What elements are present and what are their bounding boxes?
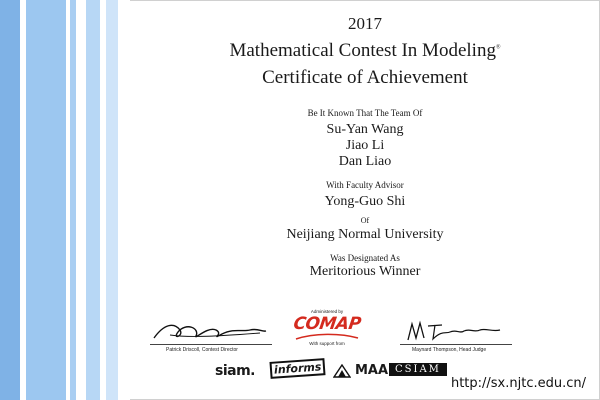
siam-logo: siam. xyxy=(215,363,255,379)
certificate-subtitle: Certificate of Achievement xyxy=(262,67,468,88)
known-line: Be It Known That The Team Of xyxy=(307,108,423,118)
registered-mark: ® xyxy=(495,44,501,51)
comap-logo: COMAP xyxy=(292,314,362,334)
judge-signature xyxy=(402,318,512,344)
director-signature xyxy=(150,318,270,344)
certificate-title xyxy=(130,40,600,62)
administered-by-text: Administered by xyxy=(310,309,344,314)
team-member: Dan Liao xyxy=(338,154,392,169)
contest-name: Mathematical Contest In Modeling xyxy=(229,40,496,61)
of-line: Of xyxy=(360,216,370,225)
designated-line: Was Designated As xyxy=(330,253,400,263)
judge-label: Maynard Thompson, Head Judge xyxy=(412,347,487,353)
director-label: Patrick Driscoll, Contest Director xyxy=(166,347,238,353)
judge-signature-line xyxy=(400,344,512,345)
informs-logo: informs xyxy=(269,358,325,379)
advisor-line: With Faculty Advisor xyxy=(326,180,404,190)
maa-logo: MAA xyxy=(355,363,389,378)
faculty-advisor: Yong-Guo Shi xyxy=(324,194,406,209)
comap-block xyxy=(290,309,364,359)
team-member: Jiao Li xyxy=(345,138,385,153)
team-member: Su-Yan Wang xyxy=(326,122,404,137)
certificate-year: 2017 xyxy=(348,14,382,33)
comap-swoosh-icon xyxy=(294,333,360,341)
maa-emblem-icon xyxy=(333,363,351,377)
blue-stripe-border xyxy=(0,0,130,400)
watermark-url: http://sx.njtc.edu.cn/ xyxy=(450,376,586,391)
support-text: With support from xyxy=(309,341,345,346)
award-title: Meritorious Winner xyxy=(309,264,421,279)
director-signature-line xyxy=(150,344,272,345)
university-name: Neijiang Normal University xyxy=(286,227,444,242)
csiam-logo: CSIAM xyxy=(389,363,447,376)
